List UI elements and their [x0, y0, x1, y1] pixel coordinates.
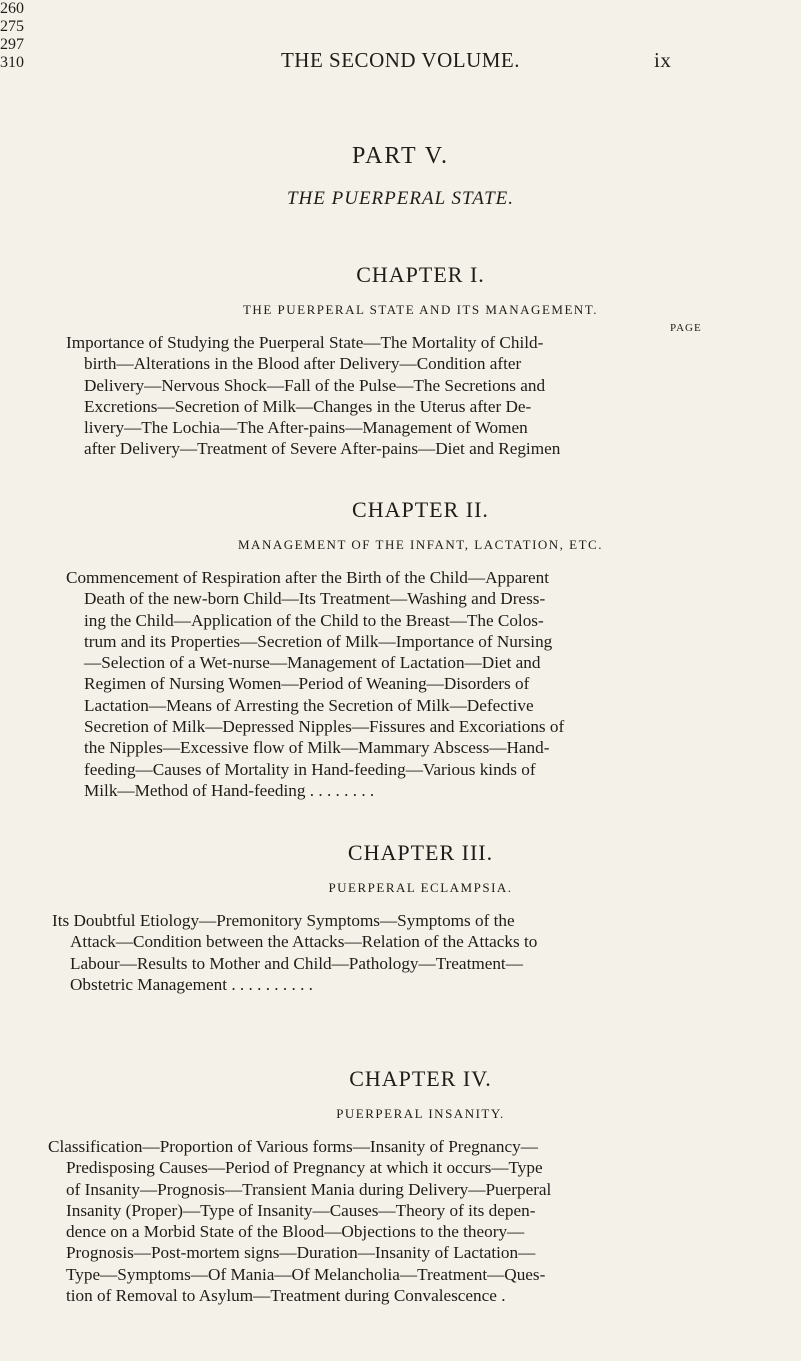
- contents-line: the Nipples—Excessive flow of Milk—Mammary Abscess—Hand-: [84, 738, 550, 758]
- contents-line: Obstetric Management . . . . . . . . . .: [70, 974, 313, 994]
- contents-line: —Selection of a Wet-nurse—Management of Lactation—Diet and: [84, 653, 541, 673]
- chapter-3: [0, 840, 801, 995]
- page-number: ix: [654, 48, 672, 72]
- chapter-subheading: MANAGEMENT OF THE INFANT, LACTATION, ETC.: [238, 537, 603, 552]
- chapter-subheading: PUERPERAL INSANITY.: [336, 1106, 505, 1121]
- contents-line: ing the Child—Application of the Child to the Breast—The Colos-: [84, 610, 544, 630]
- contents-line: of Insanity—Prognosis—Transient Mania during Delivery—Puerperal: [66, 1179, 552, 1199]
- contents-line: Prognosis—Post-mortem signs—Duration—Insanity of Lactation—: [66, 1243, 536, 1263]
- part-title: PART V.: [351, 143, 450, 169]
- contents-line: Commencement of Respiration after the Birth of the Child—Apparent: [66, 568, 550, 587]
- contents-line: Labour—Results to Mother and Child—Pathology—Treatment—: [70, 953, 523, 973]
- contents-line: Importance of Studying the Puerperal State—The Mortality of Child-: [66, 333, 544, 352]
- contents-line: Regimen of Nursing Women—Period of Weaning—Disorders of: [84, 674, 530, 694]
- part-subtitle: THE PUERPERAL STATE.: [286, 188, 515, 209]
- chapter-subheading: THE PUERPERAL STATE AND ITS MANAGEMENT.: [242, 302, 598, 317]
- chapter-1-page-ref: 260: [0, 0, 24, 17]
- contents-line: dence on a Morbid State of the Blood—Objections to the theory—: [66, 1222, 525, 1242]
- contents-line: Its Doubtful Etiology—Premonitory Symptoms—Symptoms of the: [52, 911, 515, 930]
- chapter-4-page-ref: 310: [0, 54, 24, 71]
- contents-line: birth—Alterations in the Blood after Delivery—Condition after: [84, 354, 522, 374]
- page-column-label: PAGE: [670, 322, 702, 334]
- chapter-heading: CHAPTER III.: [347, 840, 494, 865]
- contents-line: Attack—Condition between the Attacks—Relation of the Attacks to: [70, 932, 538, 952]
- contents-line: Lactation—Means of Arresting the Secretion of Milk—Defective: [84, 695, 534, 715]
- contents-line: livery—The Lochia—The After-pains—Management of Women: [84, 418, 528, 438]
- contents-line: Insanity (Proper)—Type of Insanity—Causes—Theory of its depen-: [66, 1200, 536, 1220]
- chapter-1: [0, 262, 801, 460]
- chapter-contents: [66, 332, 677, 460]
- running-head-title: THE SECOND VOLUME.: [280, 48, 521, 72]
- contents-line: Type—Symptoms—Of Mania—Of Melancholia—Treatment—Ques-: [66, 1264, 546, 1284]
- chapter-4: [0, 1066, 801, 1306]
- chapter-contents: [48, 1136, 659, 1306]
- chapter-2: [0, 497, 801, 801]
- chapter-heading: CHAPTER II.: [352, 497, 489, 522]
- contents-line: Delivery—Nervous Shock—Fall of the Pulse—The Secretions and: [84, 375, 546, 395]
- contents-line: after Delivery—Treatment of Severe After-pains—Diet and Regimen: [84, 439, 561, 459]
- contents-line: tion of Removal to Asylum—Treatment during Convalescence .: [66, 1286, 506, 1306]
- contents-line: Predisposing Causes—Period of Pregnancy at which it occurs—Type: [66, 1158, 543, 1178]
- contents-line: Death of the new-born Child—Its Treatment—Washing and Dress-: [84, 589, 546, 609]
- contents-line: feeding—Causes of Mortality in Hand-feeding—Various kinds of: [84, 759, 536, 779]
- chapter-heading: CHAPTER IV.: [349, 1066, 492, 1091]
- chapter-subheading: PUERPERAL ECLAMPSIA.: [328, 880, 513, 895]
- chapter-2-page-ref: 275: [0, 18, 24, 35]
- chapter-contents: [52, 910, 663, 995]
- contents-line: Secretion of Milk—Depressed Nipples—Fissures and Excoriations of: [84, 717, 565, 737]
- chapter-heading: CHAPTER I.: [356, 262, 485, 287]
- chapter-contents: [66, 567, 677, 801]
- contents-line: Excretions—Secretion of Milk—Changes in the Uterus after De-: [84, 396, 532, 416]
- contents-line: trum and its Properties—Secretion of Milk—Importance of Nursing: [84, 631, 553, 651]
- chapter-3-page-ref: 297: [0, 36, 24, 53]
- contents-line: Milk—Method of Hand-feeding . . . . . . . .: [84, 780, 375, 800]
- contents-line: Classification—Proportion of Various forms—Insanity of Pregnancy—: [48, 1137, 538, 1156]
